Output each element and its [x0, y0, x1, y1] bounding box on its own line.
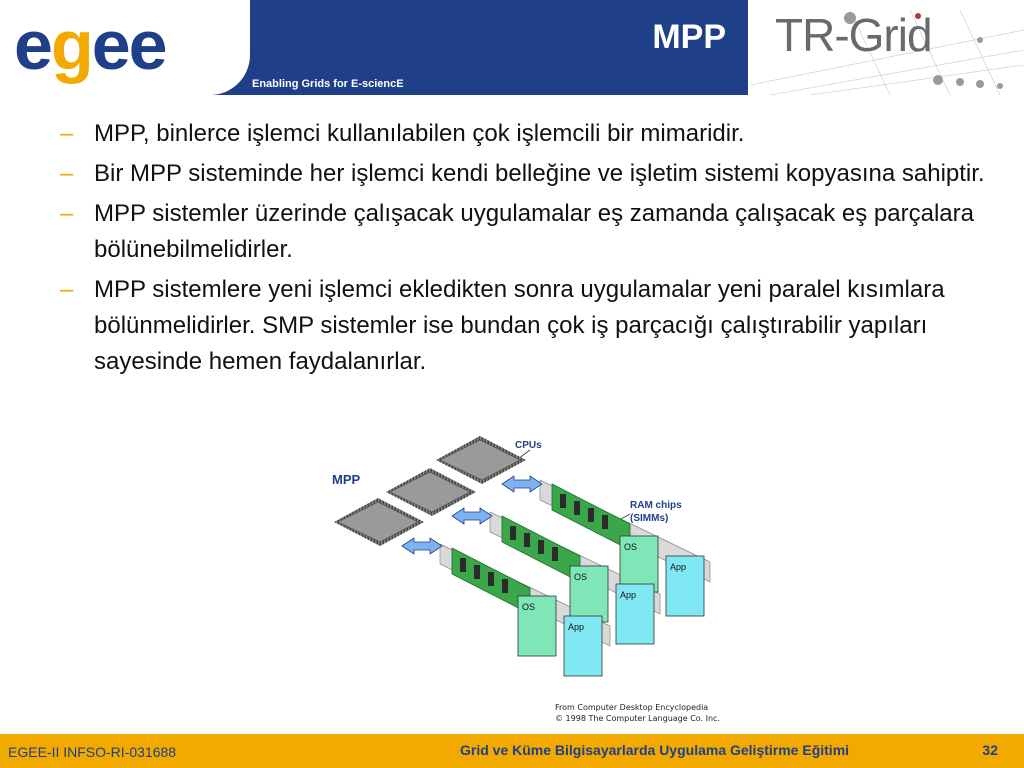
double-arrow-icon — [402, 538, 442, 554]
page-number: 32 — [982, 742, 998, 758]
os-label: OS — [574, 572, 588, 582]
image-credits — [555, 702, 720, 724]
double-arrow-icon — [452, 508, 492, 524]
app-box — [666, 556, 704, 616]
bullet-dash: – — [60, 276, 74, 303]
credit-line: © 1998 The Computer Language Co. Inc. — [555, 714, 720, 723]
os-box — [518, 596, 556, 656]
bullet-item — [60, 196, 990, 268]
mpp-diagram — [330, 432, 730, 702]
footer-project-id: EGEE-II INFSO-RI-031688 — [8, 744, 177, 760]
egee-logo-g: g — [50, 6, 92, 84]
app-label: App — [568, 622, 585, 632]
bullet-item — [60, 116, 990, 152]
bullet-dash: – — [60, 160, 74, 187]
cpus-label: CPUs — [515, 440, 542, 451]
credit-line: From Computer Desktop Encyclopedia — [555, 703, 709, 712]
tr-grid-logo: TR-Grid — [775, 9, 932, 61]
bullet-item — [60, 156, 990, 192]
egee-logo — [0, 0, 250, 95]
egee-logo-ee: ee — [91, 6, 166, 84]
bullet-dash: – — [60, 120, 74, 147]
bullet-text: MPP, binlerce işlemci kullanılabilen çok işlemcili bir mimaridir. — [94, 120, 745, 147]
slide-header — [0, 0, 1024, 95]
os-box — [620, 536, 658, 592]
app-label: App — [620, 590, 637, 600]
cpu-chip — [334, 498, 424, 546]
slide-title: MPP — [652, 18, 726, 56]
slide-footer — [0, 734, 1024, 768]
egee-tagline: Enabling Grids for E-sciencE — [252, 78, 404, 90]
bullet-text: MPP sistemler üzerinde çalışacak uygulamalar eş zamanda çalışacak eş parçalara bölünebilmelidirler. — [94, 200, 974, 263]
bullet-text: MPP sistemlere yeni işlemci ekledikten sonra uygulamalar yeni paralel kısımlara bölünmelidirler. SMP sistemler ise bundan çok iş parçacığı çalıştırabilir yapıları sayesinde hemen faydalanırlar. — [94, 276, 945, 375]
app-box — [616, 584, 654, 644]
os-label: OS — [624, 542, 638, 552]
bullet-list — [60, 116, 990, 384]
diagram-title: MPP — [332, 472, 361, 487]
egee-logo-e: e — [14, 6, 51, 84]
bullet-dash: – — [60, 200, 74, 227]
ram-label-line1: RAM chips — [630, 500, 682, 511]
app-label: App — [670, 562, 687, 572]
bullet-text: Bir MPP sisteminde her işlemci kendi belleğine ve işletim sistemi kopyasına sahiptir. — [94, 160, 985, 187]
os-box — [570, 566, 608, 622]
bullet-item — [60, 272, 990, 380]
app-box — [564, 616, 602, 676]
ram-label-line2: (SIMMs) — [630, 513, 669, 524]
os-label: OS — [522, 602, 536, 612]
footer-course-title: Grid ve Küme Bilgisayarlarda Uygulama Geliştirme Eğitimi — [460, 742, 850, 758]
double-arrow-icon — [502, 476, 542, 492]
